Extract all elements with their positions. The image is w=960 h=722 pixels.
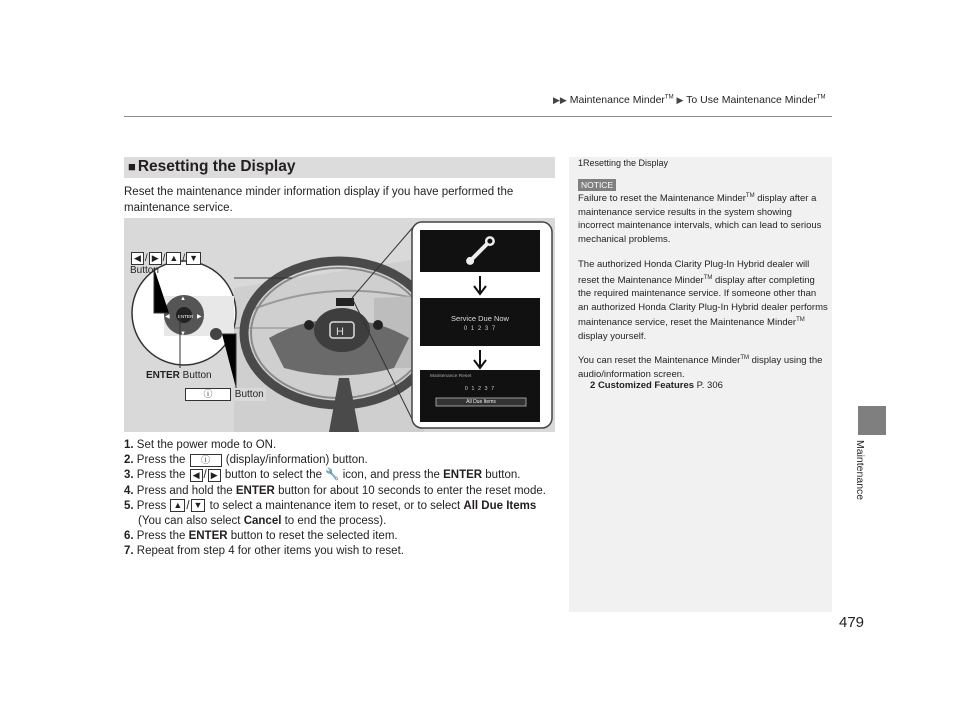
sidebar-paragraph-3: You can reset the Maintenance Minder™ display using the audio/information screen. [578, 355, 823, 380]
left-arrow-button-icon: ◀ [131, 252, 144, 265]
step-4: 4. Press and hold the ENTER button for about 10 seconds to enter the reset mode. [124, 484, 546, 497]
info-button-icon: ⓘ [185, 388, 231, 401]
left-arrow-button-icon: ◀ [190, 469, 203, 482]
header-divider [124, 116, 832, 117]
breadcrumb: ▶▶ Maintenance Minder™ ▶ To Use Maintenance Minder™ [553, 94, 826, 106]
right-arrow-button-icon: ▶ [149, 252, 162, 265]
step-2: 2. Press the ⓘ (display/information) button. [124, 454, 368, 467]
svg-text:ENTER: ENTER [178, 314, 194, 319]
svg-text:▼: ▼ [180, 331, 186, 337]
down-arrow-button-icon: ▼ [186, 252, 201, 265]
steps-list [124, 438, 564, 560]
breadcrumb-item-2: To Use Maintenance Minder [686, 94, 817, 106]
up-arrow-button-icon: ▲ [166, 252, 181, 265]
svg-text:◀: ◀ [165, 314, 170, 320]
svg-text:H: H [336, 326, 344, 338]
customized-features-link[interactable]: 2 Customized Features P. 306 [590, 380, 723, 391]
screen-reset-code: 0 1 2 3 7 [464, 386, 496, 392]
section-title: ■ Resetting the Display [128, 158, 296, 175]
svg-text:▲: ▲ [180, 296, 186, 302]
intro-paragraph: Reset the maintenance minder information display if you have performed the maintenance service. [124, 186, 514, 214]
up-arrow-button-icon: ▲ [170, 499, 185, 512]
sidebar-heading: 1Resetting the Display [578, 158, 669, 168]
dashboard-illustration [124, 218, 555, 432]
info-button-callout: ⓘ Button [182, 388, 266, 401]
down-arrow-button-icon: ▼ [191, 499, 206, 512]
link-arrow-icon: 2 [590, 380, 596, 391]
notice-badge: NOTICE [578, 179, 616, 191]
wrench-icon: 🔧 [325, 469, 340, 482]
note-marker-icon: 1 [578, 158, 584, 168]
breadcrumb-arrow-icon: ▶▶ [553, 95, 567, 105]
chapter-tab: Maintenance [854, 440, 866, 501]
breadcrumb-arrow-icon: ▶ [676, 95, 684, 105]
right-arrow-button-icon: ▶ [208, 469, 221, 482]
info-button-icon: ⓘ [190, 454, 222, 467]
svg-text:▶: ▶ [197, 314, 202, 320]
screen-reset-title: Maintenance Reset [430, 374, 472, 379]
square-bullet-icon: ■ [128, 159, 136, 174]
screen-reset-item: All Due Items [466, 399, 496, 405]
breadcrumb-item-1: Maintenance Minder [569, 94, 665, 106]
enter-button-callout: ENTER Button [146, 370, 212, 381]
sidebar-paragraph-2: The authorized Honda Clarity Plug-In Hybrid dealer will reset the Maintenance Minder™ display after completing the required maintenance service. If someone other than an authorized Honda Clarity Plug-In Hybrid dealer performs maintenance service, reset the Maintenance Minder™ display yourself. [578, 259, 828, 342]
step-5-note: (You can also select Cancel to end the process). [138, 515, 387, 528]
step-3: 3. Press the ◀ / ▶ button to select the 🔧 icon, and press the ENTER button. [124, 469, 521, 482]
step-6: 6. Press the ENTER button to reset the selected item. [124, 530, 398, 543]
chapter-tab-marker [858, 406, 886, 435]
arrow-buttons-label: Button [130, 265, 159, 276]
step-1: 1. Set the power mode to ON. [124, 439, 277, 451]
sidebar-paragraph-1: Failure to reset the Maintenance Minder™ display after a maintenance service results in the system showing incorrect maintenance intervals, which can lead to serious mechanical problems. [578, 193, 822, 245]
step-7: 7. Repeat from step 4 for other items you wish to reset. [124, 545, 404, 558]
screen-service-due-title: Service Due Now [451, 314, 509, 323]
page-number: 479 [839, 614, 865, 631]
arrow-buttons-callout: ◀ / ▶ / ▲ / ▼ Button [130, 252, 202, 276]
step-5: 5. Press ▲ / ▼ to select a maintenance item to reset, or to select All Due Items [124, 499, 537, 512]
screen-service-due-code: 0 1 2 3 7 [463, 326, 497, 332]
